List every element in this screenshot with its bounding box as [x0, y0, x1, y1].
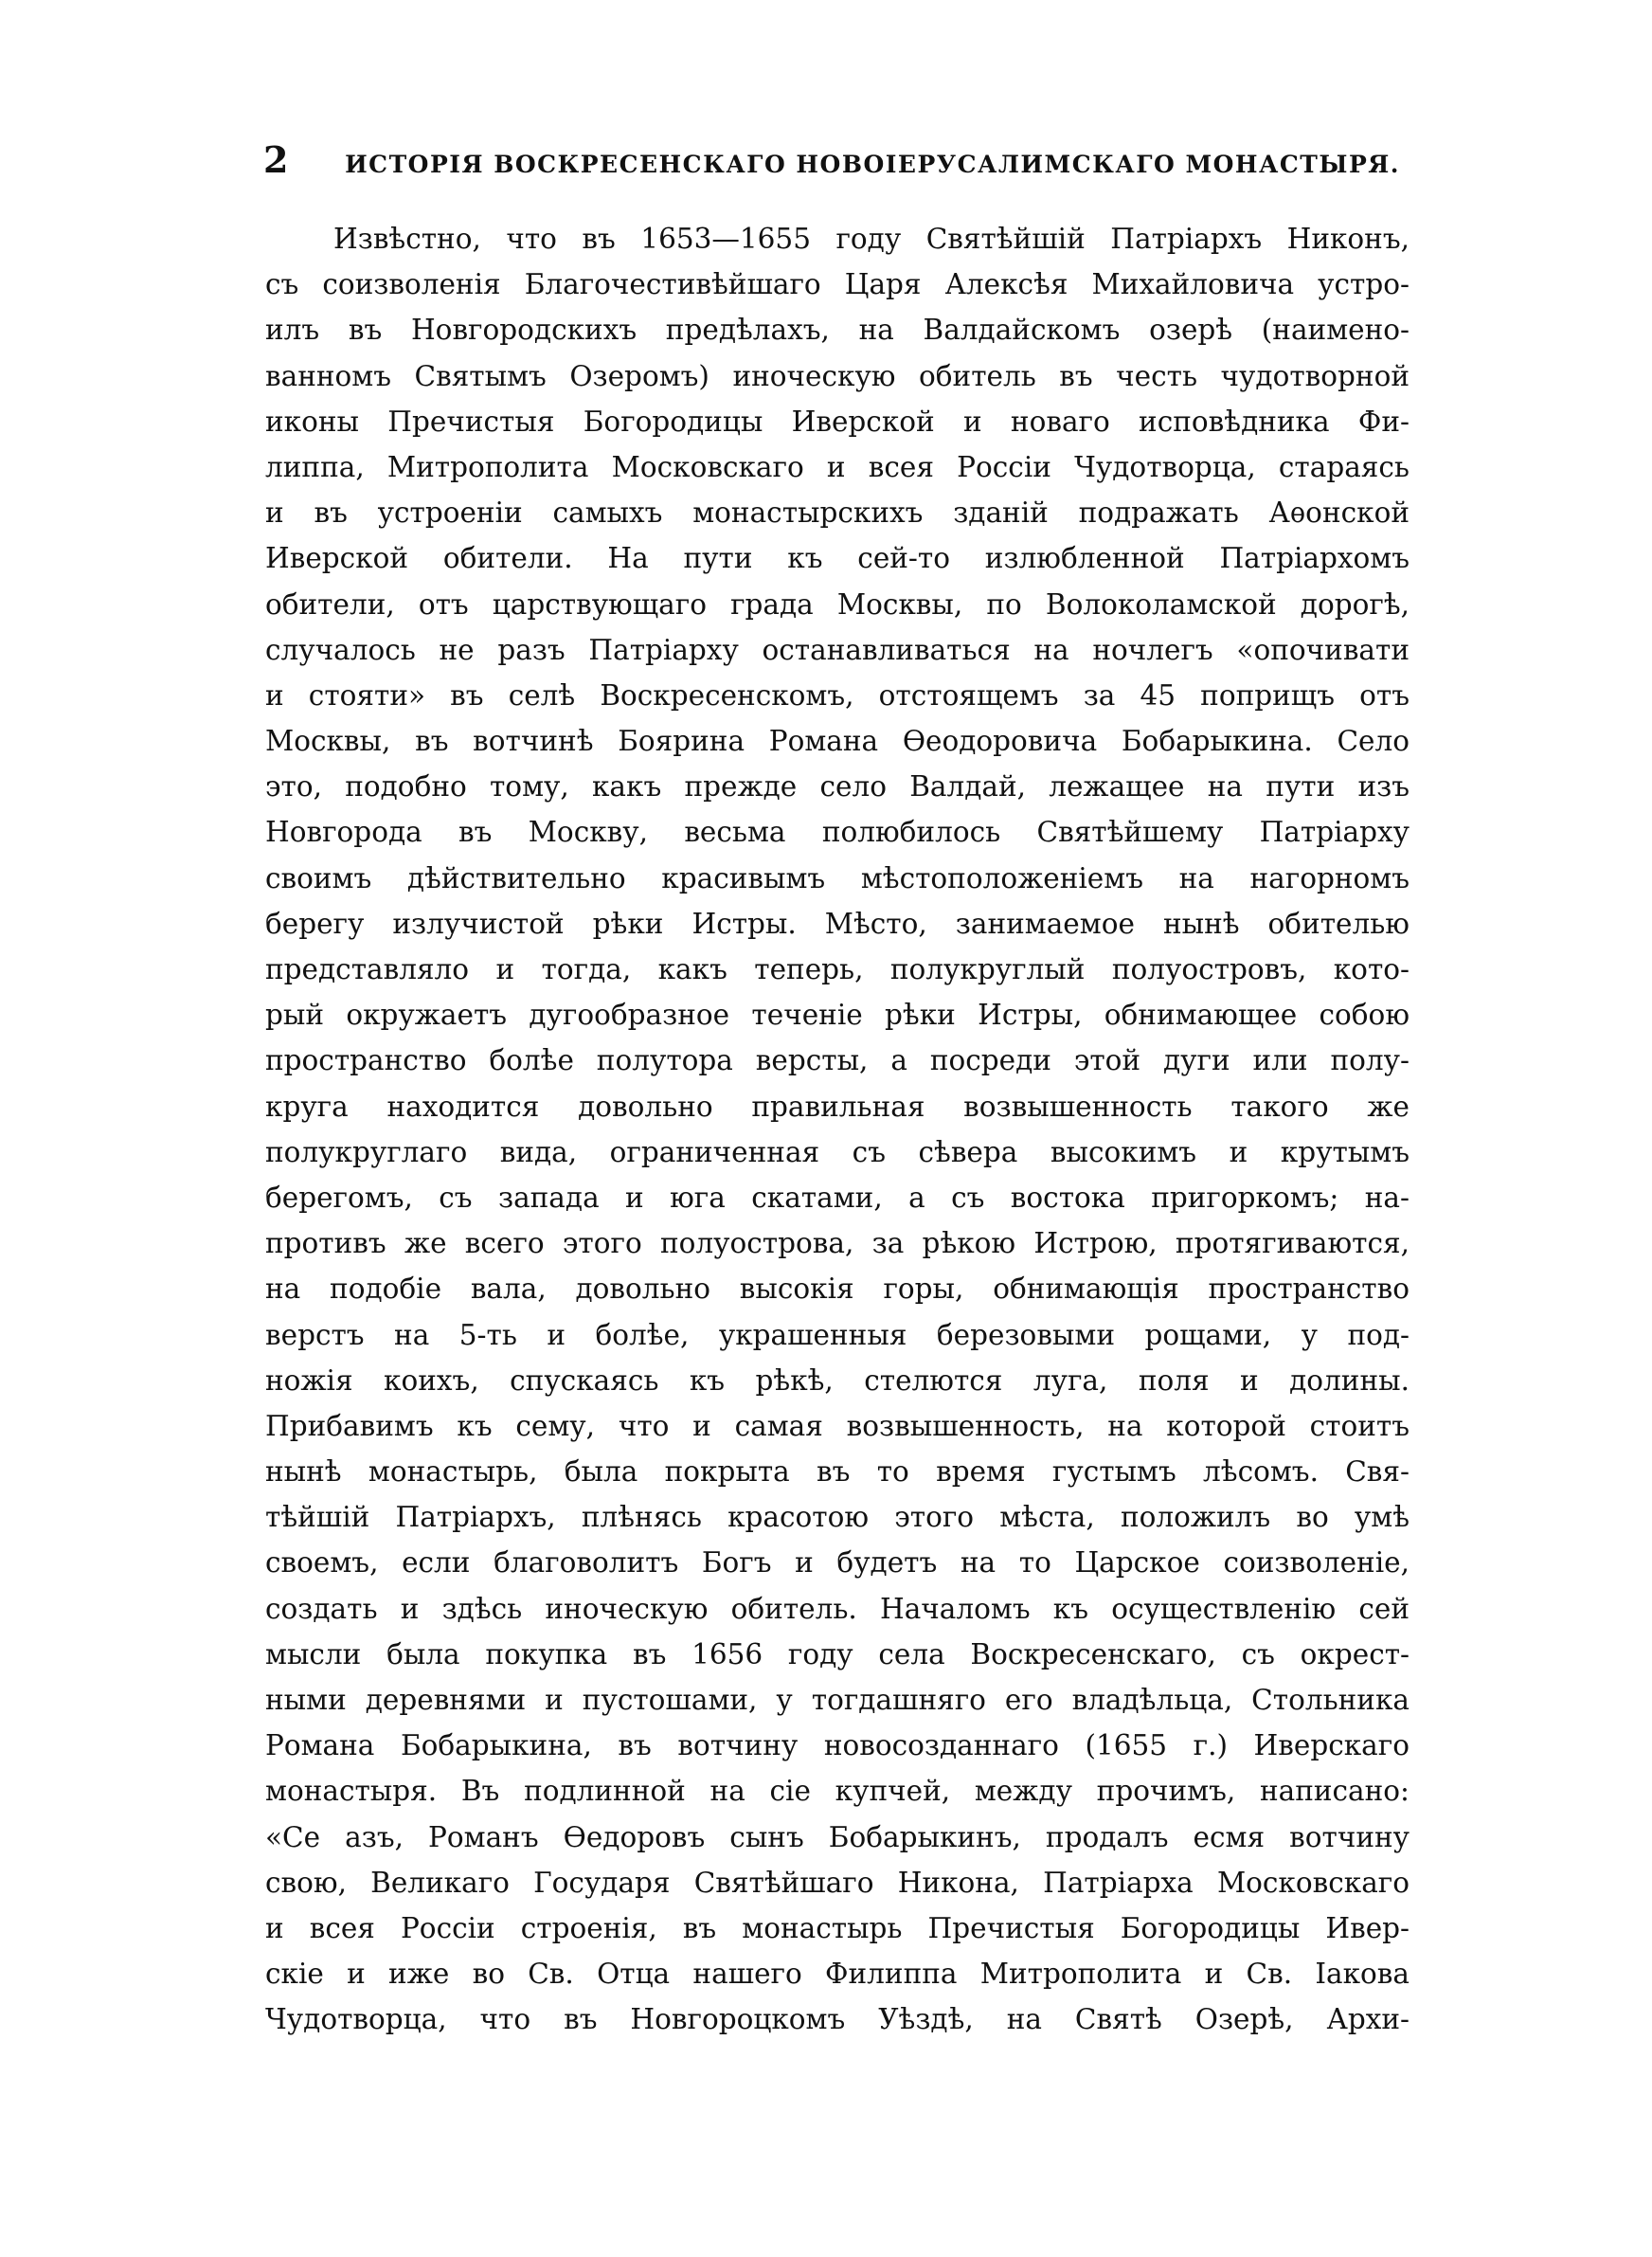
text-line: пространство болѣе полутора версты, а посреди этой дуги или полу-	[265, 1044, 1410, 1077]
text-line: Извѣстно, что въ 1653—1655 году Святѣйшій Патріархъ Никонъ,	[333, 223, 1410, 255]
text-line: на подобіе вала, довольно высокія горы, обнимающія пространство	[265, 1273, 1410, 1306]
text-line: и въ устроеніи самыхъ монастырскихъ зданій подражать Аѳонской	[265, 497, 1410, 530]
text-line: берегомъ, съ запада и юга скатами, а съ востока пригоркомъ; на-	[265, 1181, 1410, 1214]
text-line: противъ же всего этого полуострова, за рѣкою Истрою, протягиваются,	[265, 1227, 1410, 1260]
text-line: Романа Бобарыкина, въ вотчину новосозданнаго (1655 г.) Иверскаго	[265, 1729, 1410, 1762]
text-line: верстъ на 5-ть и болѣе, украшенныя березовыми рощами, у под-	[265, 1318, 1410, 1351]
text-line: своимъ дѣйствительно красивымъ мѣстоположеніемъ на нагорномъ	[265, 861, 1410, 894]
text-line: это, подобно тому, какъ прежде село Валдай, лежащее на пути изъ	[265, 770, 1410, 803]
text-line: «Се азъ, Романъ Ѳедоровъ сынъ Бобарыкинъ, продалъ есмя вотчину	[265, 1820, 1410, 1853]
text-line: своемъ, если благоволитъ Богъ и будетъ на то Царское соизволеніе,	[265, 1546, 1410, 1580]
text-line: ванномъ Святымъ Озеромъ) иноческую обитель въ честь чудотворной	[265, 359, 1410, 392]
text-line: Прибавимъ къ сему, что и самая возвышенность, на которой стоитъ	[265, 1409, 1410, 1442]
text-line: Москвы, въ вотчинѣ Боярина Романа Ѳеодоровича Бобарыкина. Село	[265, 725, 1410, 758]
running-title: ИСТОРІЯ ВОСКРЕСЕНСКАГО НОВОІЕРУСАЛИМСКАГО МОНАСТЫРЯ.	[345, 151, 1400, 178]
text-line: Иверской обители. На пути къ сей-то излюбленной Патріархомъ	[265, 542, 1410, 575]
text-line: тѣйшій Патріархъ, плѣнясь красотою этого мѣста, положилъ во умѣ	[265, 1501, 1410, 1534]
text-line: представляло и тогда, какъ теперь, полукруглый полуостровъ, кото-	[265, 953, 1410, 985]
text-line: ными деревнями и пустошами, у тогдашняго его владѣльца, Стольника	[265, 1684, 1410, 1716]
text-line: липпа, Митрополита Московскаго и всея Россіи Чудотворца, стараясь	[265, 450, 1410, 483]
text-line: обители, отъ царствующаго града Москвы, по Волоколамской дорогѣ,	[265, 587, 1410, 621]
text-line: скіе и иже во Св. Отца нашего Филиппа Митрополита и Св. Іакова	[265, 1958, 1410, 1991]
text-line: нынѣ монастырь, была покрыта въ то время густымъ лѣсомъ. Свя-	[265, 1455, 1410, 1489]
text-line: мысли была покупка въ 1656 году села Воскресенскаго, съ окрест-	[265, 1637, 1410, 1670]
text-line: съ соизволенія Благочестивѣйшаго Царя Алексѣя Михайловича устро-	[265, 268, 1410, 301]
body-text	[265, 216, 1410, 2043]
text-line: Чудотворца, что въ Новгороцкомъ Уѣздѣ, на Святѣ Озерѣ, Архи-	[265, 2003, 1410, 2036]
text-line: создать и здѣсь иноческую обитель. Началомъ къ осуществленію сей	[265, 1592, 1410, 1625]
text-line: илъ въ Новгородскихъ предѣлахъ, на Валдайскомъ озерѣ (наимено-	[265, 314, 1410, 347]
text-line: Новгорода въ Москву, весьма полюбилось Святѣйшему Патріарху	[265, 816, 1410, 849]
text-line: иконы Пречистыя Богородицы Иверской и новаго исповѣдника Фи-	[265, 405, 1410, 438]
page-number: 2	[263, 138, 289, 181]
text-line: ножія коихъ, спускаясь къ рѣкѣ, стелются луга, поля и долины.	[265, 1363, 1410, 1397]
text-line: круга находится довольно правильная возвышенность такого же	[265, 1090, 1410, 1123]
text-line: рый окружаетъ дугообразное теченіе рѣки Истры, обнимающее собою	[265, 999, 1410, 1032]
text-line: свою, Великаго Государя Святѣйшаго Никона, Патріарха Московскаго	[265, 1866, 1410, 1899]
text-line: берегу излучистой рѣки Истры. Мѣсто, занимаемое нынѣ обителью	[265, 907, 1410, 940]
text-line: и всея Россіи строенія, въ монастырь Пречистыя Богородицы Ивер-	[265, 1911, 1410, 1944]
text-line: случалось не разъ Патріарху останавливаться на ночлегъ «опочивати	[265, 633, 1410, 666]
text-line: монастыря. Въ подлинной на сіе купчей, между прочимъ, написано:	[265, 1775, 1410, 1808]
text-line: полукруглаго вида, ограниченная съ сѣвера высокимъ и крутымъ	[265, 1135, 1410, 1168]
page-header	[263, 138, 1400, 181]
text-line: и стояти» въ селѣ Воскресенскомъ, отстоящемъ за 45 поприщъ отъ	[265, 678, 1410, 712]
